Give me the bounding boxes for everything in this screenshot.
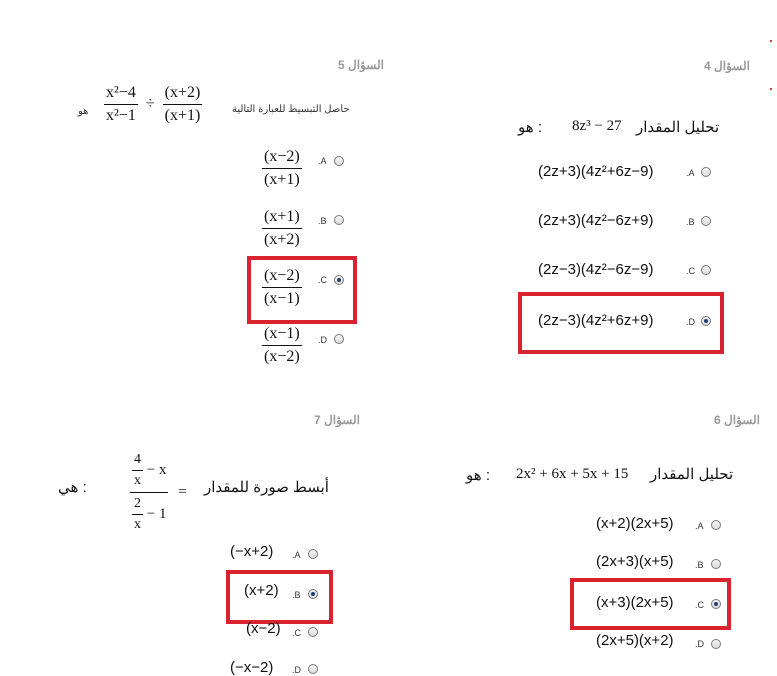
- option-letter: .B: [292, 590, 301, 600]
- option-letter: .A: [686, 168, 695, 178]
- answer-option-d: $\frac{(x-1)}{(x-2)}$: [264, 325, 300, 365]
- answer-option-a: (−x+2): [230, 543, 274, 560]
- option-letter: .C: [318, 275, 327, 285]
- question-expression: $\frac{4}{x}$ − x $\frac{2}{x}$ − 1 =: [130, 452, 187, 533]
- question-number: السؤال 6: [714, 413, 760, 427]
- question-suffix: هو: [78, 106, 89, 117]
- question-expression: 2x² + 6x + 5x + 15: [516, 466, 629, 482]
- question-suffix: هو :: [466, 467, 491, 484]
- edge-mark: [770, 88, 772, 90]
- answer-option-c: $\frac{(x-2)}{(x-1)}$: [264, 267, 300, 307]
- radio-q7-c[interactable]: [308, 627, 318, 637]
- answer-option-d: (2x+5)(x+2): [596, 632, 674, 649]
- question-number: السؤال 5: [338, 58, 384, 72]
- option-letter: .C: [292, 628, 301, 638]
- radio-q5-a[interactable]: [334, 156, 344, 166]
- radio-q4-c[interactable]: [701, 265, 711, 275]
- answer-option-c: (2z−3)(4z²−6z−9): [538, 261, 654, 278]
- option-letter: .C: [695, 600, 704, 610]
- answer-option-d: (2z−3)(4z²+6z+9): [538, 312, 654, 329]
- question-expression: $\frac{\text{x²−4}}{\text{x²−1}}$ ÷ $\frac{(x+2)}{(x+1)}$: [106, 84, 201, 124]
- option-letter: .B: [695, 560, 704, 570]
- answer-option-d: (−x−2): [230, 659, 274, 676]
- option-letter: .B: [318, 216, 327, 226]
- answer-option-a: $\frac{(x-2)}{(x+1)}$: [264, 148, 300, 188]
- radio-q6-b[interactable]: [711, 559, 721, 569]
- option-letter: .A: [318, 156, 327, 166]
- answer-option-c: (x+3)(2x+5): [596, 594, 674, 611]
- question-prompt: تحليل المقدار: [636, 119, 720, 136]
- radio-q4-a[interactable]: [701, 167, 711, 177]
- radio-q4-d[interactable]: [701, 316, 711, 326]
- answer-option-a: (x+2)(2x+5): [596, 515, 674, 532]
- option-letter: .D: [318, 335, 327, 345]
- radio-q5-b[interactable]: [334, 215, 344, 225]
- answer-option-b: (x+2): [244, 582, 279, 599]
- answer-option-c: (x−2): [246, 620, 281, 637]
- radio-q7-b[interactable]: [308, 589, 318, 599]
- edge-mark: [770, 40, 772, 42]
- option-letter: .D: [686, 317, 695, 327]
- option-letter: .A: [695, 521, 704, 531]
- radio-q5-d[interactable]: [334, 334, 344, 344]
- radio-q6-c[interactable]: [711, 599, 721, 609]
- answer-option-a: (2z+3)(4z²+6z−9): [538, 163, 654, 180]
- option-letter: .A: [292, 550, 301, 560]
- question-expression: 8z³ − 27: [572, 118, 622, 134]
- radio-q4-b[interactable]: [701, 216, 711, 226]
- option-letter: .B: [686, 217, 695, 227]
- option-letter: .C: [686, 266, 695, 276]
- question-prompt: حاصل التبسيط للعبارة التالية: [232, 104, 350, 115]
- question-prompt: تحليل المقدار: [650, 466, 734, 483]
- radio-q7-a[interactable]: [308, 549, 318, 559]
- question-suffix: هو :: [518, 119, 543, 136]
- question-prompt: أبسط صورة للمقدار: [204, 479, 329, 496]
- answer-option-b: (2x+3)(x+5): [596, 553, 674, 570]
- radio-q6-a[interactable]: [711, 520, 721, 530]
- answer-option-b: $\frac{(x+1)}{(x+2)}$: [264, 208, 300, 248]
- question-number: السؤال 7: [314, 413, 360, 427]
- radio-q5-c[interactable]: [334, 275, 344, 285]
- option-letter: .D: [292, 665, 301, 675]
- radio-q7-d[interactable]: [308, 664, 318, 674]
- question-number: السؤال 4: [704, 59, 750, 73]
- radio-q6-d[interactable]: [711, 639, 721, 649]
- answer-option-b: (2z+3)(4z²−6z+9): [538, 212, 654, 229]
- option-letter: .D: [695, 639, 704, 649]
- question-suffix: هي :: [58, 479, 87, 496]
